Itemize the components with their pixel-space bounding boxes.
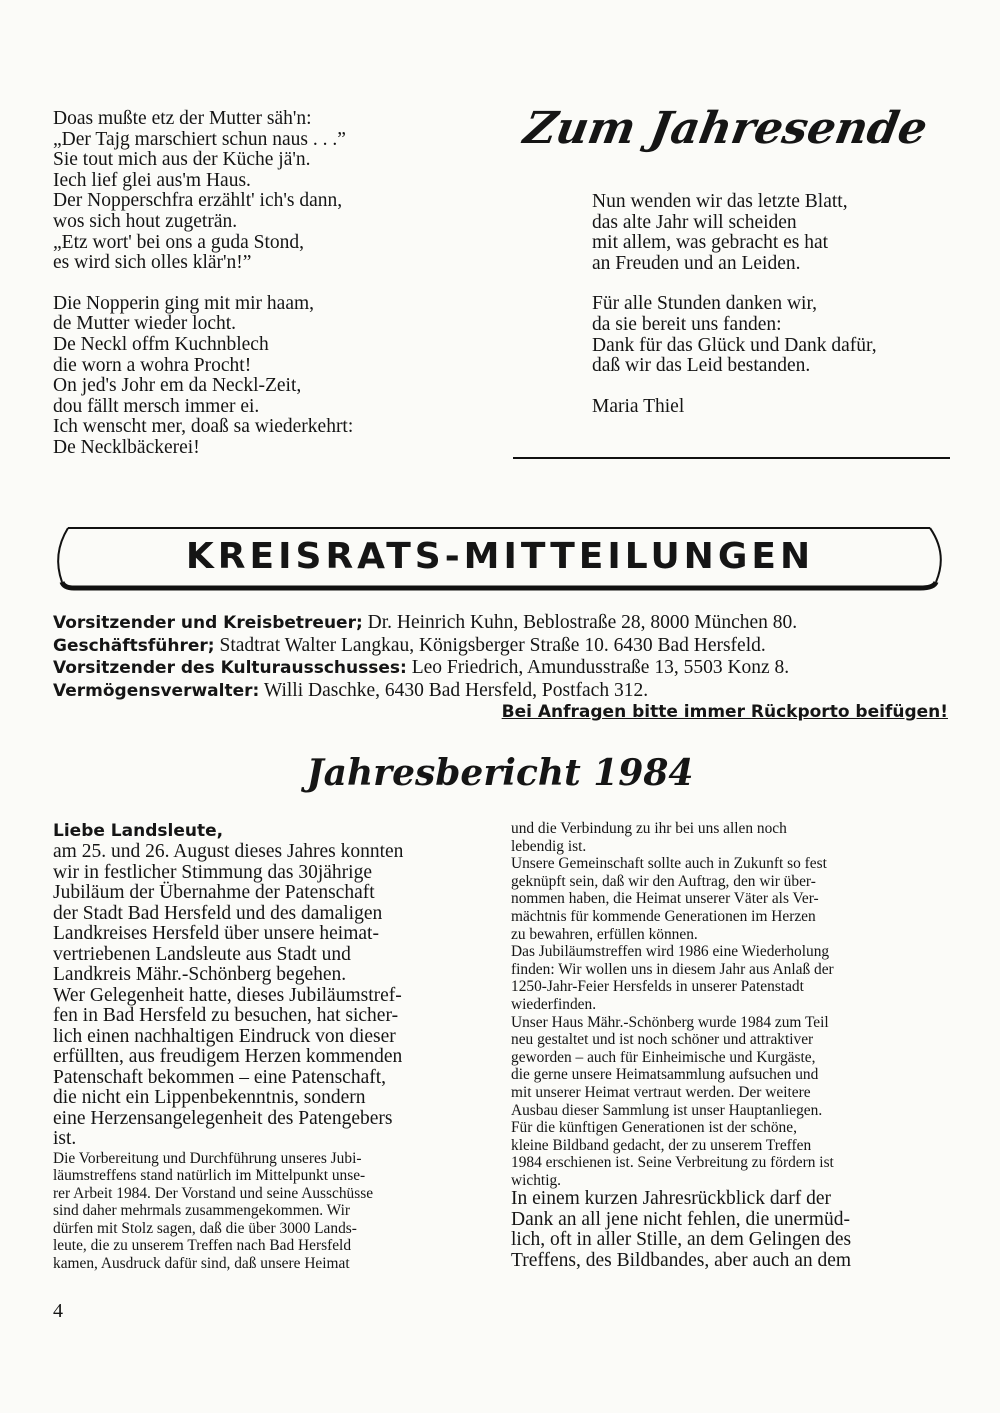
poem-line: Nun wenden wir das letzte Blatt, — [592, 191, 848, 212]
text-line: zu bewahren, erfüllen können. — [511, 925, 698, 943]
officer-role: Vorsitzender des Kulturausschusses: — [53, 658, 407, 678]
text-line: 1984 erschienen ist. Seine Verbreitung zu fördern ist — [511, 1154, 834, 1172]
banner-title: KREISRATS-MITTEILUNGEN — [185, 536, 815, 577]
officer-details: Willi Daschke, 6430 Bad Hersfeld, Postfach 312. — [259, 679, 649, 701]
poem-line: Die Nopperin ging mit mir haam, — [53, 292, 315, 314]
text-line: neu gestaltet und ist noch schöner und attraktiver — [511, 1031, 814, 1049]
poem-line: Dank für das Glück und Dank dafür, — [592, 334, 877, 356]
text-line: Das Jubiläumstreffen wird 1986 eine Wiederholung — [511, 943, 830, 961]
text-line: sind daher mehrmals zusammengekommen. Wir — [53, 1202, 350, 1220]
officer-entry — [53, 657, 948, 680]
poem-line: „Der Tajg marschiert schun naus . . .” — [53, 128, 346, 150]
poem-line: Für alle Stunden danken wir, — [592, 293, 818, 315]
poem-line: mit allem, was gebracht es hat — [592, 232, 829, 254]
text-line: und die Verbindung zu ihr bei uns allen noch — [511, 820, 787, 837]
poem-line: da sie bereit uns fanden: — [592, 313, 782, 335]
text-line: lich, oft in aller Stille, an dem Gelingen des — [511, 1229, 852, 1251]
text-block — [53, 842, 490, 1150]
poem-line: Ich wenscht mer, doaß sa wiederkehrt: — [53, 416, 354, 438]
officer-entry — [53, 635, 948, 658]
text-line: mächtnis für kommende Generationen im Herzen — [511, 907, 816, 925]
poem-line: dou fällt mersch immer ei. — [53, 395, 260, 417]
officer-role: Vorsitzender und Kreisbetreuer; — [53, 613, 363, 633]
text-line: eine Herzensangelegenheit des Patengebers — [53, 1107, 393, 1129]
poem-stanza — [592, 192, 877, 274]
poem-line: es wird sich olles klär'n!” — [53, 252, 252, 274]
report-title: Jahresbericht 1984 — [306, 752, 694, 794]
poem-line: „Etz wort' bei ons a guda Stond, — [53, 231, 305, 253]
text-line: Treffens, des Bildbandes, aber auch an dem — [511, 1249, 852, 1271]
poem-line: Doas mußte etz der Mutter säh'n: — [53, 108, 312, 129]
text-block — [53, 1150, 490, 1273]
text-line: dürfen mit Stolz sagen, daß die über 3000 Lands- — [53, 1219, 357, 1237]
page-number: 4 — [53, 1300, 63, 1322]
text-line: nommen haben, die Heimat unserer Väter als Ver- — [511, 890, 819, 908]
text-line: Unsere Gemeinschaft sollte auch in Zukunft so fest — [511, 855, 827, 873]
poem-line: On jed's Johr em da Neckl-Zeit, — [53, 375, 302, 397]
text-line: fen in Bad Hersfeld zu besuchen, hat sicher- — [53, 1005, 399, 1026]
text-line: kamen, Ausdruck dafür sind, daß unsere Heimat — [53, 1255, 350, 1273]
text-line: wiederfinden. — [511, 995, 597, 1013]
text-line: mit unserer Heimat vertraut werden. Der weitere — [511, 1083, 811, 1101]
text-line: kleine Bildband gedacht, der zu unserem Treffen — [511, 1136, 812, 1154]
poem-line: an Freuden und an Leiden. — [592, 252, 801, 274]
poem-line: De Necklbäckerei! — [53, 436, 200, 458]
poem-line: de Mutter wieder locht. — [53, 313, 237, 335]
text-line: Jubiläum der Übernahme der Patenschaft — [53, 882, 375, 903]
text-line: lebendig ist. — [511, 837, 587, 855]
text-line: Dank an all jene nicht fehlen, die unermüd- — [511, 1208, 850, 1230]
divider — [513, 457, 950, 459]
poem-line: De Neckl offm Kuchnblech — [53, 333, 269, 355]
poem-line: Iech lief glei aus'm Haus. — [53, 169, 251, 191]
poem-line: Sie tout mich aus der Küche jä'n. — [53, 149, 311, 171]
text-line: Die Vorbereitung und Durchführung unseres Jubi- — [53, 1149, 362, 1167]
text-line: erfüllten, aus freudigem Herzen kommenden — [53, 1046, 403, 1067]
text-block — [511, 820, 949, 1189]
text-line: Patenschaft bekommen – eine Patenschaft, — [53, 1066, 387, 1088]
officer-details: Leo Friedrich, Amundusstraße 13, 5503 Konz 8. — [406, 657, 790, 678]
text-line: Wer Gelegenheit hatte, dieses Jubiläumstref- — [53, 984, 402, 1006]
text-line: Landkreis Mähr.-Schönberg begehen. — [53, 964, 347, 985]
poem-stanza — [53, 109, 353, 274]
text-line: Landkreises Hersfeld über unsere heimat- — [53, 923, 379, 944]
text-line: die nicht ein Lippenbekenntnis, sondern — [53, 1087, 366, 1108]
poem-stanza — [592, 294, 877, 376]
poem-line: die worn a wohra Procht! — [53, 354, 252, 376]
text-line: rer Arbeit 1984. Der Vorstand und seine Ausschüsse — [53, 1184, 374, 1202]
year-end-poem — [592, 192, 877, 397]
text-line: finden: Wir wollen uns in diesem Jahr aus Anlaß der — [511, 960, 834, 978]
poem-line: daß wir das Leid bestanden. — [592, 355, 811, 377]
officer-details: Stadtrat Walter Langkau, Königsberger Straße 10. 6430 Bad Hersfeld. — [214, 634, 766, 656]
officer-role: Vermögensverwalter: — [53, 680, 260, 701]
text-line: ist. — [53, 1128, 77, 1149]
report-column-right — [511, 820, 949, 1271]
text-line: geworden – auch für Einheimische und Kurgäste, — [511, 1048, 816, 1066]
text-line: 1250-Jahr-Feier Hersfelds in unserer Patenstadt — [511, 978, 804, 996]
poem-line: wos sich hout zugeträn. — [53, 210, 238, 232]
return-postage-notice: Bei Anfragen bitte immer Rückporto beifügen! — [501, 702, 948, 722]
text-line: lich einen nachhaltigen Eindruck von dieser — [53, 1025, 396, 1047]
greeting: Liebe Landsleute, — [53, 821, 224, 841]
officers-list — [53, 612, 948, 724]
officer-entry — [53, 680, 948, 703]
text-line: wichtig. — [511, 1171, 562, 1189]
poem-author: Maria Thiel — [592, 396, 685, 417]
report-column-left — [53, 820, 490, 1273]
poem-title: Zum Jahresende — [520, 103, 931, 154]
text-line: am 25. und 26. August dieses Jahres konnten — [53, 841, 404, 862]
text-line: wir in festlicher Stimmung das 30jährige — [53, 861, 372, 883]
text-line: die gerne unsere Heimatsammlung aufsuchen und — [511, 1066, 819, 1084]
poem-line: das alte Jahr will scheiden — [592, 211, 797, 233]
text-line: In einem kurzen Jahresrückblick darf der — [511, 1188, 831, 1210]
text-line: Für die künftigen Generationen ist der schöne, — [511, 1119, 797, 1137]
text-line: vertriebenen Landsleute aus Stadt und — [53, 943, 351, 965]
text-block — [511, 1189, 949, 1271]
text-line: geknüpft sein, daß wir den Auftrag, den wir über- — [511, 872, 816, 890]
text-line: der Stadt Bad Hersfeld und des damaligen — [53, 902, 383, 924]
text-line: Ausbau dieser Sammlung ist unser Hauptanliegen. — [511, 1101, 823, 1119]
poem-stanza — [53, 294, 353, 459]
officer-entry — [53, 612, 948, 635]
officer-details: Dr. Heinrich Kuhn, Beblostraße 28, 8000 München 80. — [362, 612, 798, 633]
text-line: leute, die zu unserem Treffen nach Bad Hersfeld — [53, 1237, 352, 1255]
poem-line: Der Nopperschfra erzählt' ich's dann, — [53, 190, 343, 212]
text-line: Unser Haus Mähr.-Schönberg wurde 1984 zum Teil — [511, 1013, 829, 1031]
dialect-poem — [53, 109, 353, 479]
officer-role: Geschäftsführer; — [53, 635, 215, 656]
text-line: läumstreffens stand natürlich im Mittelpunkt unse- — [53, 1167, 366, 1185]
